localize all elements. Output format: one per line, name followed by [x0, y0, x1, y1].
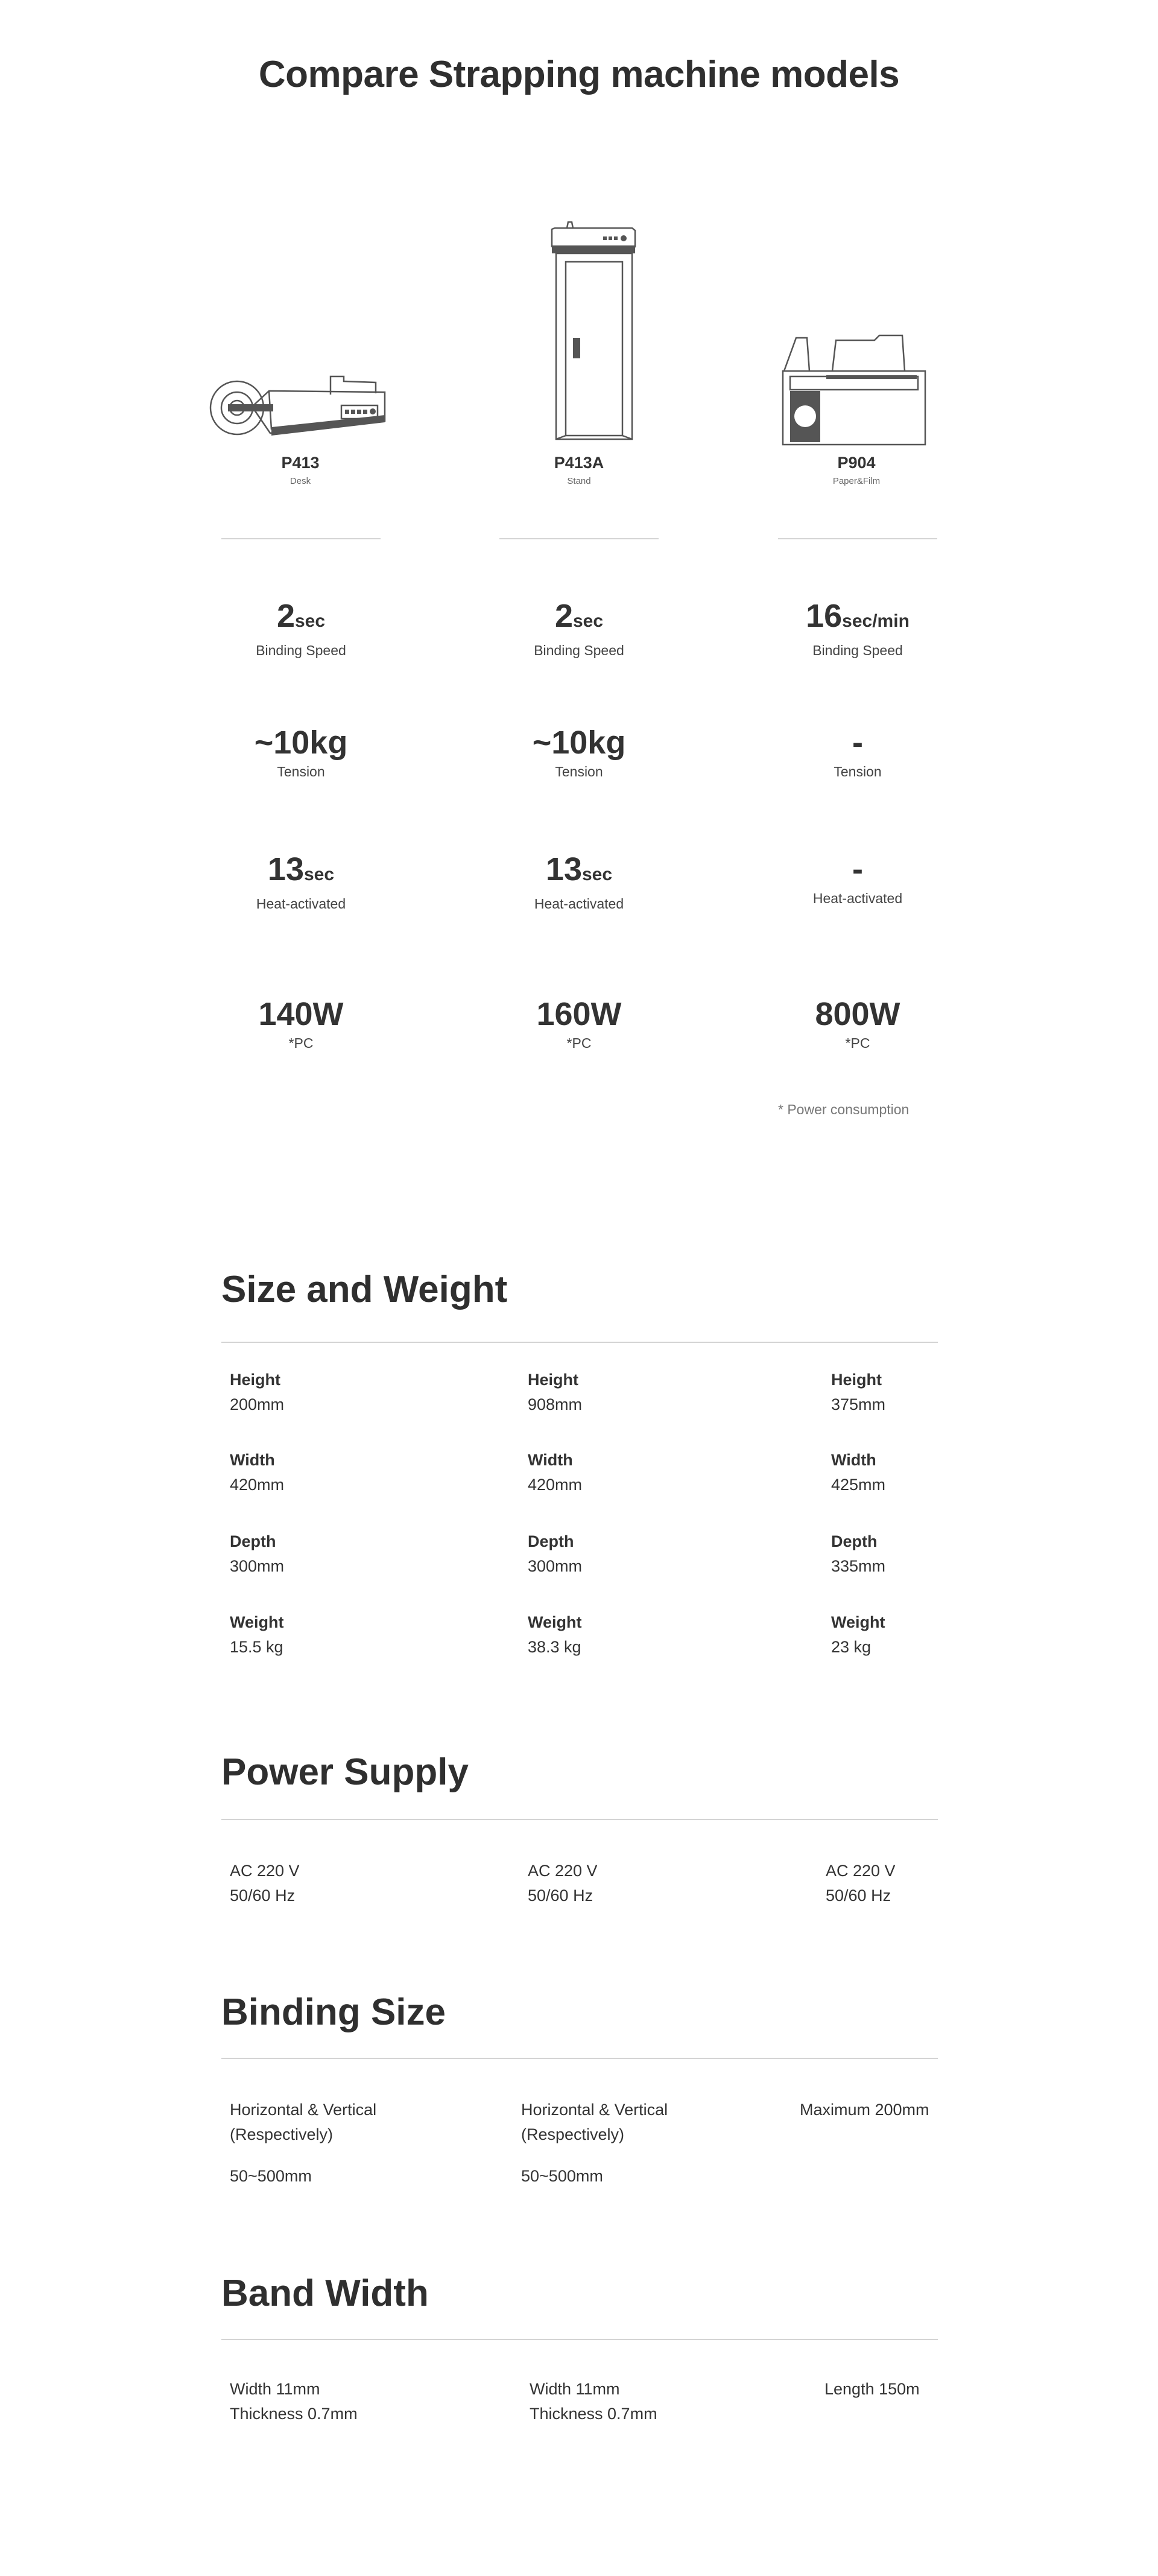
spec-value: 800W [815, 996, 900, 1032]
binding-note: (Respectively) [521, 2125, 625, 2143]
spec-label: *PC [288, 1035, 314, 1051]
model-type-p413: Desk [290, 476, 311, 486]
size-cell [831, 1529, 885, 1579]
spec-label: Heat-activated [256, 896, 346, 912]
size-value-depth: 335mm [831, 1557, 886, 1575]
spec-tension-p904 [767, 724, 948, 780]
size-label-weight: Weight [230, 1613, 284, 1631]
section-title-power-supply: Power Supply [221, 1751, 469, 1793]
size-value-width: 425mm [831, 1476, 886, 1494]
spec-label: Tension [834, 764, 882, 779]
spec-label: Binding Speed [534, 642, 624, 658]
binding-size-cell [230, 2098, 376, 2189]
size-label-height: Height [528, 1371, 578, 1389]
spec-value: 13 [267, 851, 304, 887]
spec-heat-p413a [489, 851, 669, 912]
desk-strapping-machine-image [204, 356, 397, 446]
spec-label: Tension [277, 764, 325, 779]
band-width-value: Width 11mm [530, 2380, 620, 2398]
size-value-depth: 300mm [528, 1557, 583, 1575]
model-card-p904 [760, 332, 953, 486]
spec-value: 2 [276, 598, 295, 634]
binding-max: Maximum 200mm [800, 2101, 929, 2119]
power-frequency: 50/60 Hz [230, 1886, 296, 1905]
spec-power-p413 [210, 995, 391, 1052]
model-name-p413a: P413A [554, 454, 604, 472]
model-divider [499, 538, 659, 539]
power-frequency: 50/60 Hz [826, 1886, 891, 1905]
model-name-p413: P413 [281, 454, 320, 472]
spec-binding-speed-p413a [489, 597, 669, 659]
size-cell [528, 1610, 582, 1660]
band-length-value: Length 150m [824, 2380, 920, 2398]
size-label-depth: Depth [528, 1532, 574, 1550]
size-label-depth: Depth [831, 1532, 878, 1550]
spec-label: Heat-activated [812, 890, 903, 906]
size-cell [230, 1529, 284, 1579]
model-divider [778, 538, 937, 539]
size-cell [528, 1448, 582, 1497]
spec-label: Heat-activated [534, 896, 624, 912]
spec-unit: sec [294, 611, 326, 631]
band-thickness-value: Thickness 0.7mm [530, 2405, 657, 2423]
spec-unit: sec [304, 864, 335, 884]
binding-range: 50~500mm [521, 2167, 603, 2185]
spec-value: 160W [536, 996, 622, 1032]
size-cell [528, 1368, 582, 1417]
size-label-height: Height [831, 1371, 882, 1389]
size-value-weight: 15.5 kg [230, 1638, 283, 1656]
size-cell [230, 1610, 284, 1660]
spec-label: *PC [566, 1035, 592, 1051]
size-cell [230, 1448, 284, 1497]
model-card-p413a [482, 217, 676, 486]
size-value-width: 420mm [230, 1476, 285, 1494]
model-name-p904: P904 [837, 454, 876, 472]
band-width-cell [824, 2377, 920, 2402]
spec-heat-p904 [767, 851, 948, 907]
size-label-weight: Weight [831, 1613, 885, 1631]
spec-label: *PC [845, 1035, 870, 1051]
band-width-cell [230, 2377, 358, 2426]
spec-power-p413a [489, 995, 669, 1052]
spec-tension-p413a [489, 724, 669, 780]
section-divider [221, 2339, 938, 2340]
size-label-depth: Depth [230, 1532, 276, 1550]
spec-binding-speed-p413 [210, 597, 391, 659]
section-divider [221, 2058, 938, 2059]
size-value-depth: 300mm [230, 1557, 285, 1575]
model-divider [221, 538, 381, 539]
binding-size-cell [521, 2098, 668, 2189]
power-voltage: AC 220 V [230, 1862, 300, 1880]
spec-label: Binding Speed [256, 642, 346, 658]
power-consumption-note: * Power consumption [778, 1102, 910, 1117]
section-title-size-weight: Size and Weight [221, 1269, 508, 1310]
binding-direction: Horizontal & Vertical [521, 2101, 668, 2119]
size-cell [831, 1610, 885, 1660]
spec-unit: sec/min [842, 611, 910, 631]
spec-unit: sec [582, 864, 613, 884]
size-cell [528, 1529, 582, 1579]
spec-value: - [852, 725, 863, 761]
spec-value: 16 [806, 598, 843, 634]
spec-value: - [852, 851, 863, 887]
size-value-weight: 23 kg [831, 1638, 872, 1656]
size-label-height: Height [230, 1371, 280, 1389]
model-card-p413 [204, 356, 397, 486]
spec-tension-p413 [210, 724, 391, 780]
spec-heat-p413 [210, 851, 391, 912]
paper-film-strapping-machine-image [760, 332, 953, 446]
spec-value: ~10kg [254, 725, 348, 761]
size-value-weight: 38.3 kg [528, 1638, 581, 1656]
power-voltage: AC 220 V [826, 1862, 896, 1880]
power-supply-cell [528, 1859, 598, 1908]
spec-label: Tension [555, 764, 603, 779]
binding-range: 50~500mm [230, 2167, 312, 2185]
size-value-height: 200mm [230, 1395, 285, 1413]
size-cell [230, 1368, 284, 1417]
size-value-height: 908mm [528, 1395, 583, 1413]
spec-value: 140W [258, 996, 344, 1032]
spec-value: ~10kg [532, 725, 626, 761]
spec-power-p904 [767, 995, 948, 1052]
size-label-width: Width [230, 1451, 275, 1469]
size-label-width: Width [831, 1451, 876, 1469]
power-frequency: 50/60 Hz [528, 1886, 593, 1905]
size-value-height: 375mm [831, 1395, 886, 1413]
spec-value: 2 [554, 598, 573, 634]
power-voltage: AC 220 V [528, 1862, 598, 1880]
size-value-width: 420mm [528, 1476, 583, 1494]
model-type-p413a: Stand [567, 476, 591, 486]
size-cell [831, 1368, 885, 1417]
spec-binding-speed-p904 [767, 597, 948, 659]
size-cell [831, 1448, 885, 1497]
binding-direction: Horizontal & Vertical [230, 2101, 377, 2119]
band-thickness-value: Thickness 0.7mm [230, 2405, 358, 2423]
model-type-p904: Paper&Film [832, 476, 881, 486]
section-divider [221, 1819, 938, 1820]
size-label-width: Width [528, 1451, 573, 1469]
page-title: Compare Strapping machine models [258, 54, 900, 95]
spec-value: 13 [545, 851, 582, 887]
section-title-band-width: Band Width [221, 2273, 429, 2314]
section-title-binding-size: Binding Size [221, 1991, 446, 2033]
band-width-cell [530, 2377, 657, 2426]
binding-size-cell [800, 2098, 929, 2122]
band-width-value: Width 11mm [230, 2380, 320, 2398]
spec-unit: sec [572, 611, 604, 631]
section-divider [221, 1342, 938, 1343]
binding-note: (Respectively) [230, 2125, 334, 2143]
power-supply-cell [826, 1859, 896, 1908]
power-supply-cell [230, 1859, 300, 1908]
stand-strapping-machine-image [482, 217, 676, 446]
spec-label: Binding Speed [812, 642, 903, 658]
size-label-weight: Weight [528, 1613, 582, 1631]
